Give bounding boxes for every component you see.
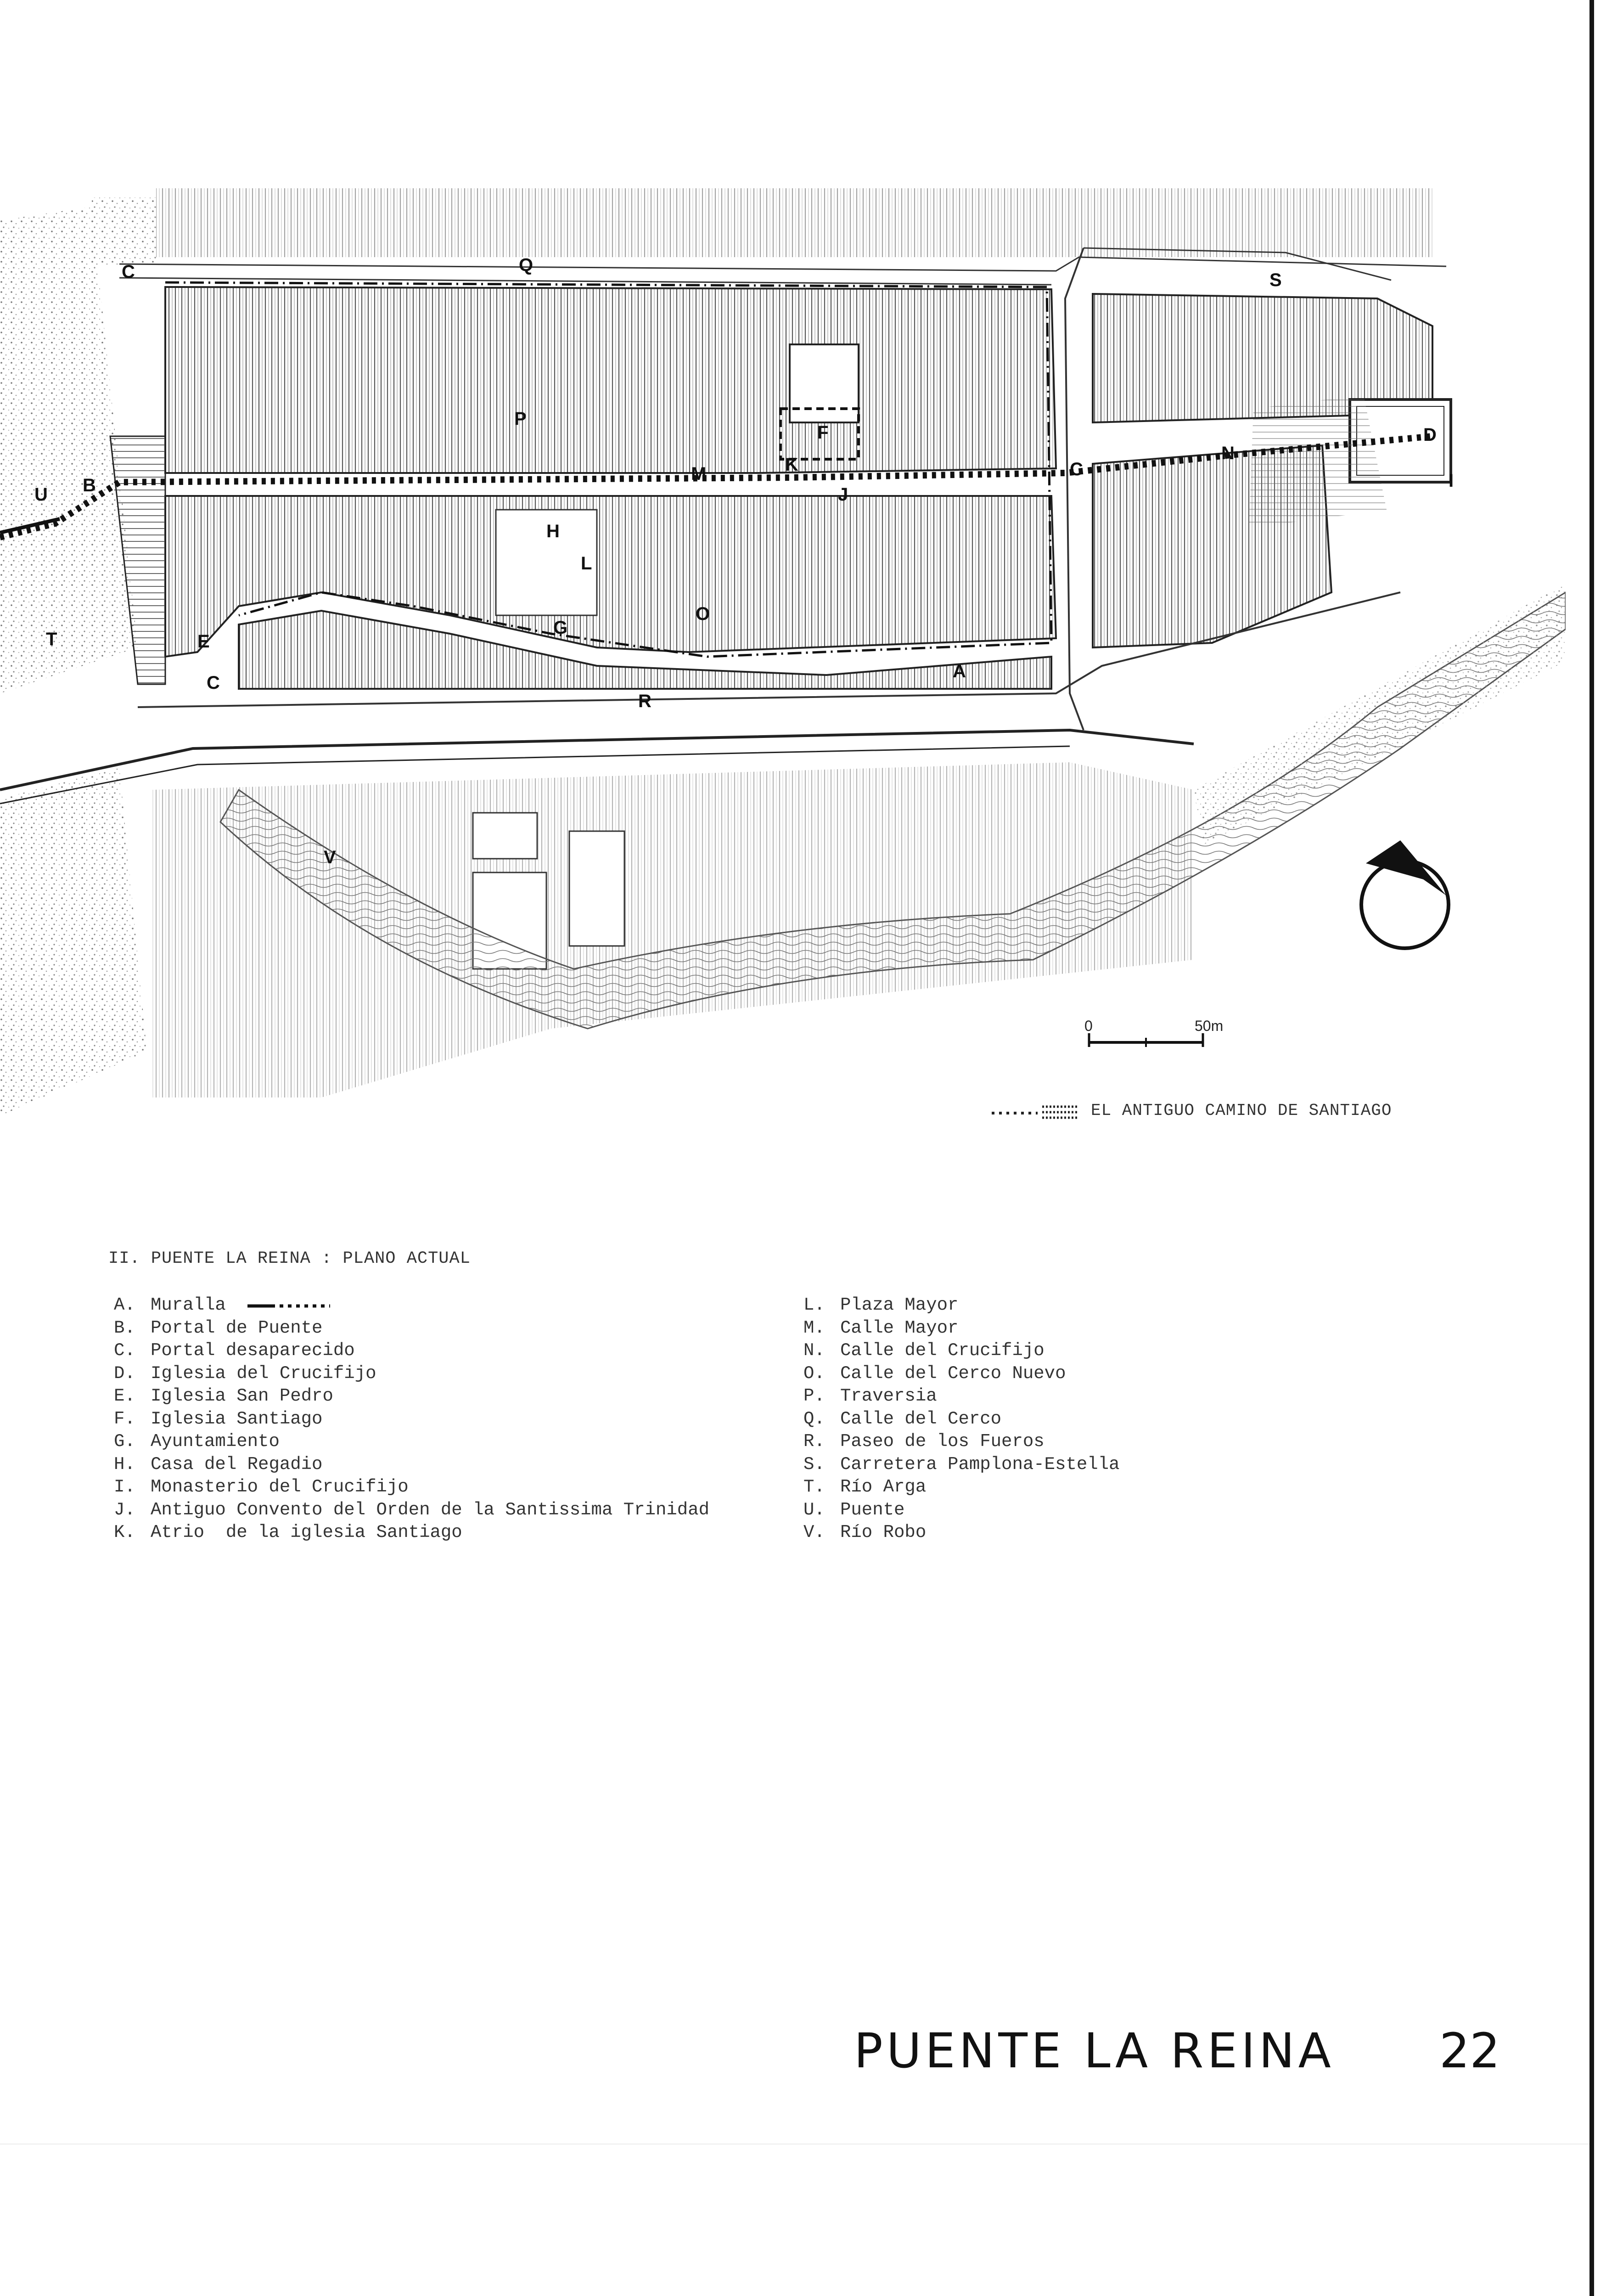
map-label-c-north: C [122, 262, 135, 282]
page-number: 22 [1439, 2023, 1500, 2079]
map-label-c-south: C [207, 673, 220, 693]
north-arrow [1361, 840, 1449, 948]
legend-item-a: A. Muralla [114, 1294, 709, 1317]
map-label-b: B [83, 475, 96, 495]
legend-item-n: N. Calle del Crucifijo [803, 1340, 1045, 1361]
north-blocks [156, 188, 1432, 257]
legend-item-o: O. Calle del Cerco Nuevo [803, 1363, 1066, 1384]
map-drawing [0, 179, 1566, 1116]
map-label-u: U [34, 484, 48, 505]
legend-item-v: V. Río Robo [803, 1522, 927, 1542]
footer-title: PUENTE LA REINA [854, 2023, 1335, 2079]
map-label-k: K [785, 455, 798, 475]
legend-item-g: G. Ayuntamiento [114, 1431, 280, 1452]
map-label-d: D [1423, 425, 1437, 445]
map-label-p: P [514, 409, 527, 429]
route-legend-label: EL ANTIGUO CAMINO DE SANTIAGO [1091, 1101, 1392, 1120]
legend-right-column [803, 1294, 1120, 1544]
scale-start: 0 [1084, 1018, 1093, 1034]
legend-left-column [114, 1294, 709, 1544]
legend-item-j: J. Antiguo Convento del Orden de la Santissima Trinidad [114, 1499, 709, 1520]
legend-item-l: L. Plaza Mayor [803, 1295, 959, 1315]
map-label-i: I [1449, 471, 1454, 491]
map-label-l: L [581, 553, 592, 574]
map-label-f: F [817, 422, 829, 443]
town-blocks [110, 287, 1432, 689]
legend-item-d: D. Iglesia del Crucifijo [114, 1363, 376, 1384]
legend-item-r: R. Paseo de los Fueros [803, 1431, 1045, 1452]
map-label-j: J [838, 484, 848, 505]
map-label-g: G [553, 618, 568, 638]
plan-title: II. PUENTE LA REINA : PLANO ACTUAL [108, 1249, 471, 1268]
legend-item-i: I. Monasterio del Crucifijo [114, 1477, 409, 1497]
map-label-h: H [546, 521, 560, 541]
map-label-v: V [324, 847, 336, 867]
map-label-r: R [638, 691, 651, 711]
map-label-s: S [1269, 270, 1282, 290]
legend-item-e: E. Iglesia San Pedro [114, 1386, 333, 1406]
legend-item-s: S. Carretera Pamplona-Estella [803, 1454, 1120, 1474]
town-plan-map [0, 179, 1566, 1116]
legend-item-t: T. Río Arga [803, 1477, 927, 1497]
muralla-line-swatch [247, 1300, 330, 1311]
map-label-q: Q [519, 255, 534, 275]
north-west-block [92, 197, 156, 266]
legend-item-u: U. Puente [803, 1499, 905, 1520]
map-label-t: T [46, 629, 57, 649]
legend-item-p: P. Traversia [803, 1386, 937, 1406]
legend-item-c: C. Portal desaparecido [114, 1340, 355, 1361]
scale-end: 50m [1195, 1018, 1224, 1034]
iglesia-santiago-outline [790, 344, 859, 422]
dotted-route-swatch [992, 1101, 1079, 1120]
legend-item-h: H. Casa del Regadio [114, 1454, 323, 1474]
map-label-n: N [1221, 443, 1235, 463]
legend-item-f: F. Iglesia Santiago [114, 1408, 323, 1429]
map-label-m: M [691, 464, 707, 484]
river-arga-bank-south [0, 767, 147, 1116]
map-label-a: A [953, 661, 966, 681]
scale-bar [1084, 1018, 1223, 1047]
legend-item-m: M. Calle Mayor [803, 1317, 959, 1338]
legend-item-k: K. Atrio de la iglesia Santiago [114, 1522, 462, 1542]
map-label-c-east: C [1070, 459, 1083, 479]
legend-item-q: Q. Calle del Cerco [803, 1408, 1002, 1429]
legend-item-b: B. Portal de Puente [114, 1317, 323, 1338]
map-label-o: O [696, 604, 710, 624]
route-legend [992, 1097, 1392, 1124]
map-label-e: E [197, 631, 210, 652]
page-edge-shadow [1589, 0, 1594, 2296]
